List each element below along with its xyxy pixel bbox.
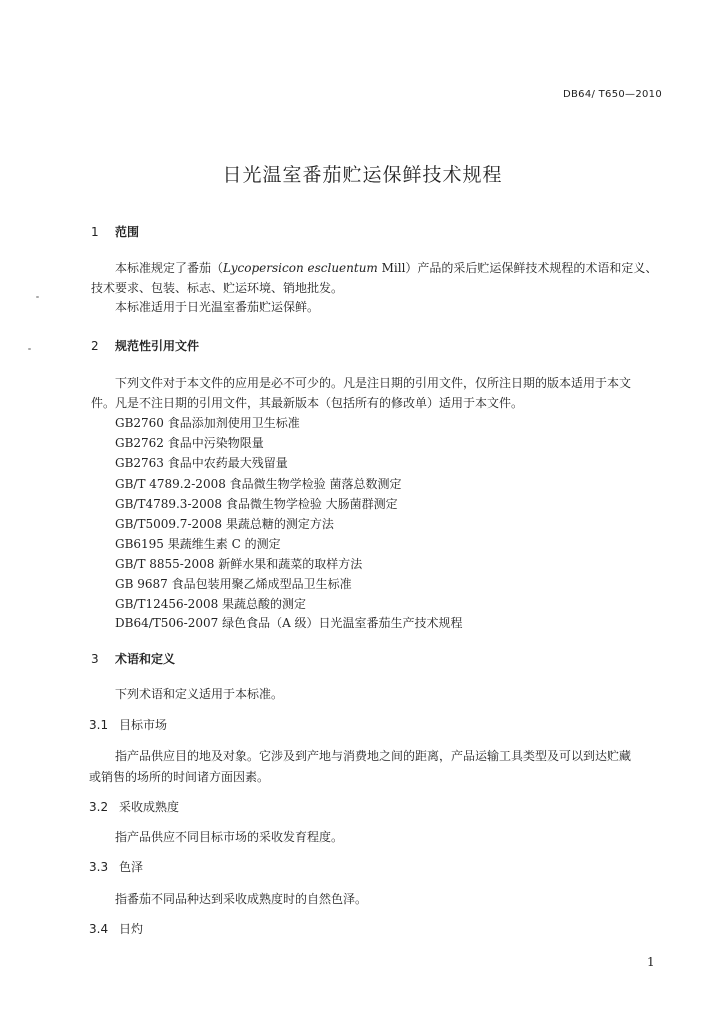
section-3-heading xyxy=(91,650,175,667)
term-3-1-title: 目标市场 xyxy=(119,718,168,732)
document-number: DB64/ T650—2010 xyxy=(563,89,662,100)
section-2-title: 规范性引用文件 xyxy=(115,339,200,353)
reference-item: GB/T12456-2008 果蔬总酸的测定 xyxy=(115,597,307,611)
reference-item: GB2760 食品添加剂使用卫生标准 xyxy=(115,416,300,430)
section-1-title: 范围 xyxy=(115,225,140,239)
reference-item: GB/T5009.7-2008 果蔬总糖的测定方法 xyxy=(115,517,334,531)
reference-item: GB/T4789.3-2008 食品微生物学检验 大肠菌群测定 xyxy=(115,497,398,511)
section-1-number: 1 xyxy=(91,225,99,239)
scope-line-1: 本标准规定了番茄（Lycopersicon escluentum Mill）产品的采后贮运保鲜技术规程的术语和定义、 xyxy=(115,261,658,275)
section-1-heading xyxy=(91,223,139,240)
page-number: 1 xyxy=(647,955,655,969)
reference-item: GB2763 食品中农药最大残留量 xyxy=(115,456,288,470)
reference-item: GB/T 8855-2008 新鲜水果和蔬菜的取样方法 xyxy=(115,557,363,571)
term-3-2-heading: 3.2 采收成熟度 xyxy=(89,800,180,814)
term-3-3-heading: 3.3 色泽 xyxy=(89,860,144,874)
reference-item: GB6195 果蔬维生素 C 的测定 xyxy=(115,537,281,551)
term-3-2-line-1: 指产品供应不同目标市场的采收发育程度。 xyxy=(115,830,344,844)
term-3-4-title: 日灼 xyxy=(119,922,144,936)
terms-intro: 下列术语和定义适用于本标准。 xyxy=(115,687,284,701)
term-3-1-line-2: 或销售的场所的时间诸方面因素。 xyxy=(89,770,270,784)
term-3-1-heading: 3.1 目标市场 xyxy=(89,718,168,732)
document-title: 日光温室番茄贮运保鲜技术规程 xyxy=(222,164,503,186)
latin-name: Lycopersicon escluentum xyxy=(223,261,378,275)
section-2-heading xyxy=(91,337,199,354)
reference-item: GB/T 4789.2-2008 食品微生物学检验 菌落总数测定 xyxy=(115,477,402,491)
term-3-2-title: 采收成熟度 xyxy=(119,800,180,814)
reference-item: DB64/T506-2007 绿色食品（A 级）日光温室番茄生产技术规程 xyxy=(115,616,463,630)
term-3-3-line-1: 指番茄不同品种达到采收成熟度时的自然色泽。 xyxy=(115,892,368,906)
term-3-1-line-1: 指产品供应目的地及对象。它涉及到产地与消费地之间的距离，产品运输工具类型及可以到达贮藏 xyxy=(115,749,632,763)
refs-intro-line-2: 件。凡是不注日期的引用文件，其最新版本（包括所有的修改单）适用于本文件。 xyxy=(91,396,524,410)
section-2-number: 2 xyxy=(91,339,99,353)
reference-item: GB2762 食品中污染物限量 xyxy=(115,436,264,450)
term-3-4-heading: 3.4 日灼 xyxy=(89,922,144,936)
scope-line-3: 本标准适用于日光温室番茄贮运保鲜。 xyxy=(115,300,320,314)
term-3-3-title: 色泽 xyxy=(119,860,144,874)
reference-item: GB 9687 食品包装用聚乙烯成型品卫生标准 xyxy=(115,577,352,591)
section-3-title: 术语和定义 xyxy=(115,652,176,666)
scan-speck xyxy=(28,348,31,350)
scope-line-2: 技术要求、包装、标志、贮运环境、销地批发。 xyxy=(91,281,344,295)
scan-speck xyxy=(36,296,39,298)
refs-intro-line-1: 下列文件对于本文件的应用是必不可少的。凡是注日期的引用文件，仅所注日期的版本适用于本文 xyxy=(115,376,632,390)
section-3-number: 3 xyxy=(91,652,99,666)
